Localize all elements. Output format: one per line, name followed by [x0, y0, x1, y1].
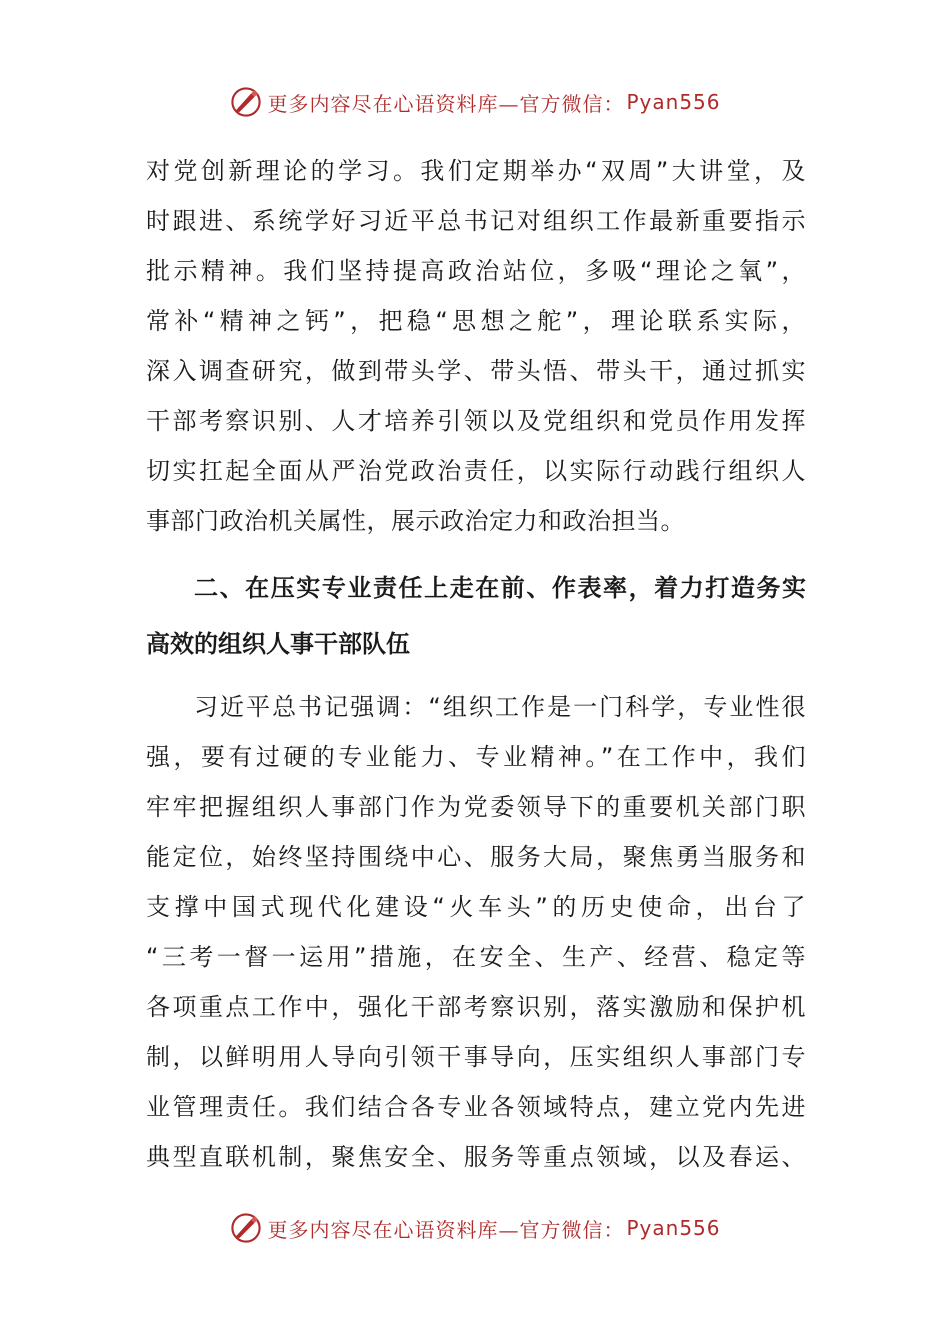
- text-line: 习近平总书记强调：“组织工作是一门科学，专业性很: [194, 693, 806, 721]
- text-line: 强，要有过硬的专业能力、专业精神。”在工作中，我们: [146, 743, 806, 771]
- text-line: 各项重点工作中，强化干部考察识别，落实激励和保护机: [146, 993, 806, 1021]
- footer-banner: [0, 1208, 950, 1248]
- text-line: 能定位，始终坚持围绕中心、服务大局，聚焦勇当服务和: [146, 843, 806, 871]
- paragraph-1: [146, 146, 806, 546]
- pen-logo-icon: [229, 85, 263, 119]
- section-heading-2: [146, 560, 806, 672]
- document-body: [146, 146, 806, 1182]
- banner-text: 更多内容尽在心语资料库—官方微信：: [267, 1217, 625, 1242]
- text-line: 制，以鲜明用人导向引领干事导向，压实组织人事部门专: [146, 1043, 806, 1071]
- paragraph-2: [146, 682, 806, 1182]
- text-line: 常补“精神之钙”，把稳“思想之舵”，理论联系实际，: [146, 307, 806, 335]
- wechat-id: Pyan556: [626, 1216, 721, 1240]
- wechat-id: Pyan556: [626, 90, 721, 114]
- header-banner: [0, 82, 950, 122]
- pen-logo-icon: [229, 1211, 263, 1245]
- text-line: 对党创新理论的学习。我们定期举办“双周”大讲堂，及: [146, 157, 806, 185]
- text-line: 事部门政治机关属性，展示政治定力和政治担当。: [146, 507, 685, 535]
- text-line: 典型直联机制，聚焦安全、服务等重点领域，以及春运、: [146, 1143, 806, 1171]
- text-line: 业管理责任。我们结合各专业各领域特点，建立党内先进: [146, 1093, 806, 1121]
- heading-line: 高效的组织人事干部队伍: [146, 630, 410, 658]
- text-line: 批示精神。我们坚持提高政治站位，多吸“理论之氧”，: [146, 257, 806, 285]
- heading-line: 二、在压实专业责任上走在前、作表率，着力打造务实: [194, 574, 806, 602]
- banner-text: 更多内容尽在心语资料库—官方微信：: [267, 91, 625, 116]
- text-line: 干部考察识别、人才培养引领以及党组织和党员作用发挥: [146, 407, 806, 435]
- text-line: 牢牢把握组织人事部门作为党委领导下的重要机关部门职: [146, 793, 806, 821]
- text-line: “三考一督一运用”措施，在安全、生产、经营、稳定等: [146, 943, 806, 971]
- text-line: 切实扛起全面从严治党政治责任，以实际行动践行组织人: [146, 457, 806, 485]
- text-line: 深入调查研究，做到带头学、带头悟、带头干，通过抓实: [146, 357, 806, 385]
- text-line: 支撑中国式现代化建设“火车头”的历史使命，出台了: [146, 893, 806, 921]
- text-line: 时跟进、系统学好习近平总书记对组织工作最新重要指示: [146, 207, 806, 235]
